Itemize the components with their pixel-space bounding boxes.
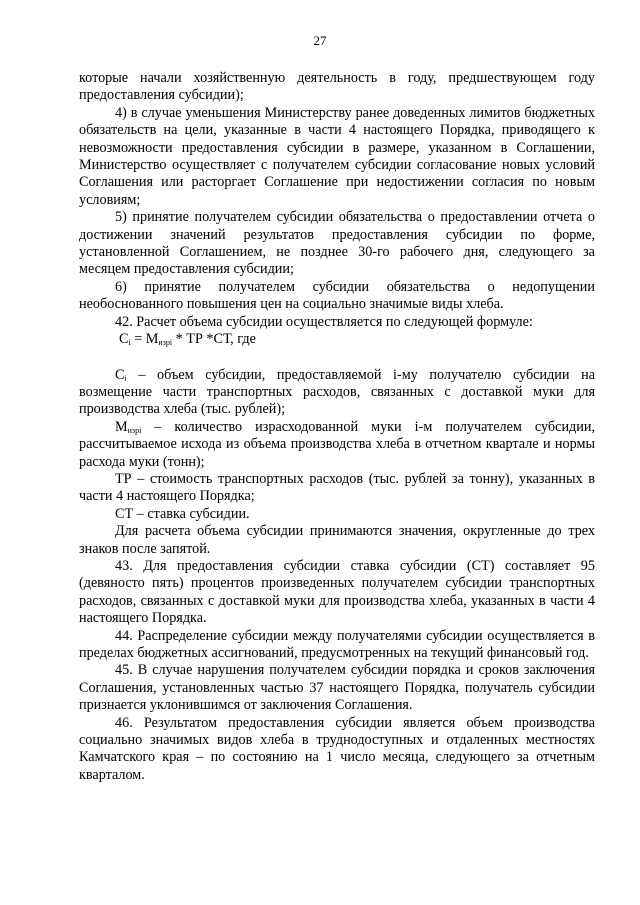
subsidy-formula	[79, 331, 595, 348]
document-body	[79, 70, 595, 784]
paragraph-42: 42. Расчет объема субсидии осуществляется по следующей формуле:	[115, 313, 533, 330]
definition-m-text: – количество израсходованной муки i-м получателем субсидии, рассчитываемое исхода из объема производства хлеба в отчетном квартале и нормы расхода муки (тонн);	[79, 418, 595, 470]
definition-m	[79, 419, 595, 471]
formula-lhs-subscript: i	[128, 338, 131, 348]
paragraph-continuation: которые начали хозяйственную деятельность в году, предшествующем году предоставления субсидии);	[79, 70, 595, 104]
paragraph-item-5: 5) принятие получателем субсидии обязательства о предоставлении отчета о достижении значений результатов предоставления субсидии по форме, установленной Соглашением, не позднее 30-го рабочего дня, следующего за месяцем предоставления субсидии;	[79, 209, 595, 278]
spacer	[79, 349, 595, 367]
definition-ci	[79, 367, 595, 419]
paragraph-46: 46. Результатом предоставления субсидии является объем производства социально значимых видов хлеба в труднодоступных и отдаленных местностях Камчатского края – по состоянию на 1 число месяца, следующего за отчетным кварталом.	[79, 714, 595, 783]
paragraph-43: 43. Для предоставления субсидии ставка субсидии (СТ) составляет 95 (девяносто пять) процентов произведенных получателем субсидии транспортных расходов, связанных с доставкой муки для производства хлеба, указанных в части 4 настоящего Порядка.	[79, 557, 595, 627]
definition-ci-subscript: i	[124, 373, 127, 383]
rounding-note: Для расчета объема субсидии принимаются значения, округленные до трех знаков после запятой.	[79, 523, 595, 557]
paragraph-item-6: 6) принятие получателем субсидии обязательства о недопущении необоснованного повышения цен на социально значимые виды хлеба.	[79, 278, 595, 313]
paragraph-item-4: 4) в случае уменьшения Министерству ранее доведенных лимитов бюджетных обязательств на цели, указанные в части 4 настоящего Порядка, приводящего к невозможности предоставления субсидии в размере, указанном в Соглашении, Министерство осуществляет с получателем субсидии согласование новых условий Соглашения или расторгает Соглашение при недостижении согласия по новым условиям;	[79, 104, 595, 208]
definition-ci-symbol: С	[115, 366, 125, 383]
formula-lhs: С	[119, 331, 129, 348]
formula-m-subscript: изрi	[158, 338, 173, 348]
definition-m-subscript: изрi	[127, 425, 142, 435]
paragraph-44: 44. Распределение субсидии между получателями субсидии осуществляется в пределах бюджетных ассигнований, предусмотренных на текущий финансовый год.	[79, 627, 595, 661]
formula-rhs: * ТР *СТ, где	[172, 331, 256, 348]
definition-tr: ТР – стоимость транспортных расходов (тыс. рублей за тонну), указанных в части 4 настоящего Порядка;	[79, 470, 595, 505]
definition-st: СТ – ставка субсидии.	[115, 505, 250, 522]
paragraph-45: 45. В случае нарушения получателем субсидии порядка и сроков заключения Соглашения, установленных частью 37 настоящего Порядка, получатель субсидии признается уклонившимся от заключения Соглашения.	[79, 662, 595, 714]
definition-m-symbol: М	[115, 418, 128, 435]
page-number: 27	[313, 33, 327, 48]
formula-equals: = М	[130, 331, 159, 348]
definition-ci-text: – объем субсидии, предоставляемой i-му получателю субсидии на возмещение части транспортных расходов, связанных с доставкой муки для производства хлеба (тыс. рублей);	[79, 366, 595, 418]
